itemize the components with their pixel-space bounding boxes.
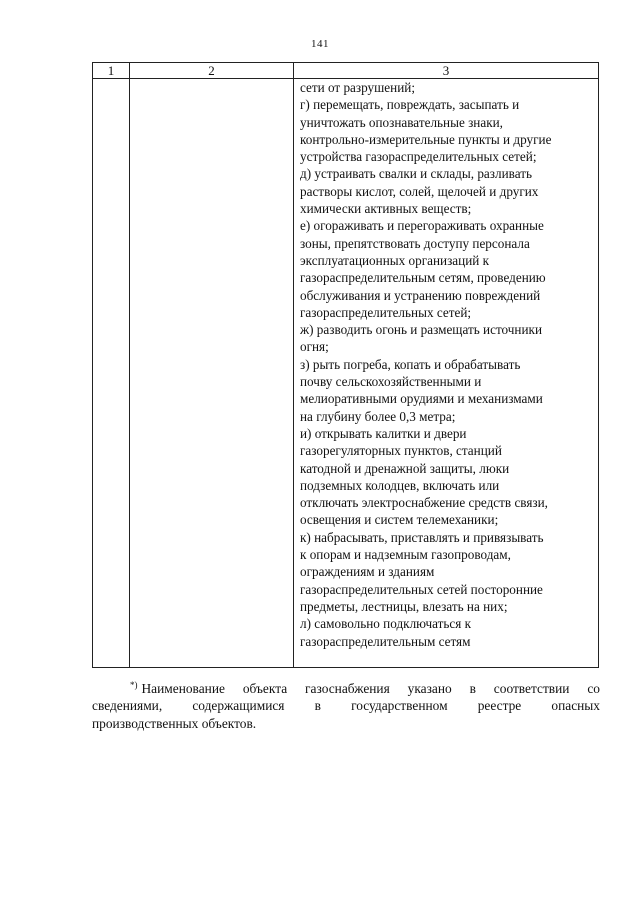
text-line: отключать электроснабжение средств связи, (300, 495, 548, 511)
column-header-3: 3 (294, 63, 599, 79)
text-line: газораспределительным сетям (300, 633, 471, 649)
text-line: катодной и дренажной защиты, люки (300, 460, 510, 476)
text-line: на глубину более 0,3 метра; (300, 408, 456, 424)
text-line: д) устраивать свалки и склады, разливать (300, 166, 532, 182)
text-line: уничтожать опознавательные знаки, (300, 114, 503, 130)
text-line: химически активных веществ; (300, 201, 472, 217)
text-line: газораспределительным сетям, проведению (300, 270, 546, 286)
text-line: почву сельскохозяйственными и (300, 374, 482, 390)
text-line: к опорам и надземным газопроводам, (300, 547, 511, 563)
text-line: газораспределительных сетей; (300, 304, 472, 320)
text-line: ж) разводить огонь и размещать источники (300, 322, 543, 338)
footnote-line-1-text: Наименование объекта газоснабжения указано в соответствии со (141, 681, 600, 696)
text-line: предметы, лестницы, влезать на них; (300, 598, 508, 614)
text-line: контрольно-измерительные пункты и другие (300, 131, 552, 147)
text-line: мелиоративными орудиями и механизмами (300, 391, 543, 407)
text-line: зоны, препятствовать доступу персонала (300, 235, 530, 251)
text-line: ограждениям и зданиям (300, 564, 435, 580)
table-cell-col3 (294, 79, 599, 668)
text-line: е) огораживать и перегораживать охранные (300, 218, 544, 234)
text-line: огня; (300, 339, 329, 355)
text-line: газорегуляторных пунктов, станций (300, 443, 502, 459)
text-line: растворы кислот, солей, щелочей и других (300, 183, 539, 199)
column-header-2: 2 (130, 63, 294, 79)
table-cell-col2 (130, 79, 294, 668)
text-line: з) рыть погреба, копать и обрабатывать (300, 356, 521, 372)
footnote-line-3: производственных объектов. (92, 715, 257, 731)
text-line: обслуживания и устранению повреждений (300, 287, 541, 303)
footnote-marker: *) (130, 680, 138, 690)
text-line: сети от разрушений; (300, 80, 415, 95)
text-line: устройства газораспределительных сетей; (300, 149, 537, 165)
text-line: и) открывать калитки и двери (300, 425, 467, 441)
requirements-table (92, 62, 599, 668)
text-line: освещения и систем телемеханики; (300, 512, 499, 528)
footnote-line-1 (92, 680, 600, 697)
text-line: к) набрасывать, приставлять и привязывать (300, 529, 544, 545)
text-line: л) самовольно подключаться к (300, 616, 472, 632)
text-line: г) перемещать, повреждать, засыпать и (300, 97, 520, 113)
column-header-1: 1 (93, 63, 130, 79)
page-number: 141 (311, 38, 329, 50)
table-cell-col1 (93, 79, 130, 668)
footnote (92, 680, 600, 732)
text-line: газораспределительных сетей посторонние (300, 581, 543, 597)
prohibitions-text (294, 79, 598, 650)
table-row (93, 79, 599, 668)
text-line: подземных колодцев, включать или (300, 477, 500, 493)
footnote-line-2: сведениями, содержащимися в государственном реестре опасных (92, 698, 600, 714)
text-line: эксплуатационных организаций к (300, 252, 490, 268)
table-header-row (93, 63, 599, 79)
